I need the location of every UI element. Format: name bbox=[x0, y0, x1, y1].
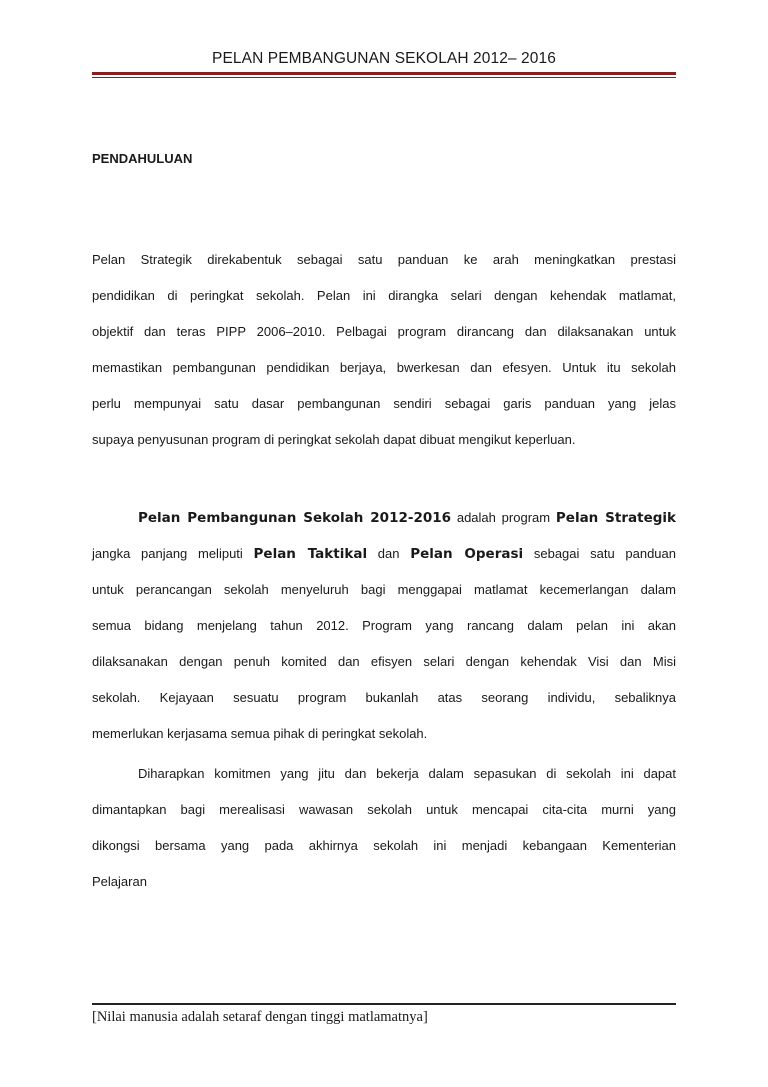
paragraph-line: sekolah. Kejayaan sesuatu program bukanlah atas seorang individu, sebaliknya bbox=[92, 690, 676, 705]
header-rule bbox=[92, 72, 676, 75]
paragraph-1 bbox=[92, 252, 676, 468]
paragraph-line: memerlukan kerjasama semua pihak di peringkat sekolah. bbox=[92, 726, 428, 741]
paragraph-line: memastikan pembangunan pendidikan berjaya, bwerkesan dan efesyen. Untuk itu sekolah bbox=[92, 360, 676, 375]
text-span: jangka panjang meliputi bbox=[92, 546, 254, 561]
page-footer: [Nilai manusia adalah setaraf dengan tinggi matlamatnya] bbox=[92, 1009, 428, 1025]
paragraph-line: perlu mempunyai satu dasar pembangunan sendiri sebagai garis panduan yang jelas bbox=[92, 396, 676, 411]
text-span: dan bbox=[367, 546, 411, 561]
header-rule-thin bbox=[92, 77, 676, 78]
text-span: adalah program bbox=[451, 510, 556, 525]
paragraph-line: dikongsi bersama yang pada akhirnya sekolah ini menjadi kebangaan Kementerian bbox=[92, 838, 676, 853]
text-span: sebagai satu panduan bbox=[523, 546, 677, 561]
paragraph-line: Pelan Strategik direkabentuk sebagai satu panduan ke arah meningkatkan prestasi bbox=[92, 252, 676, 267]
paragraph-line: semua bidang menjelang tahun 2012. Program yang rancang dalam pelan ini akan bbox=[92, 618, 676, 633]
paragraph-line: Diharapkan komitmen yang jitu dan bekerja dalam sepasukan di sekolah ini dapat bbox=[138, 766, 676, 781]
page-header-title: PELAN PEMBANGUNAN SEKOLAH 2012– 2016 bbox=[212, 50, 556, 67]
paragraph-line: objektif dan teras PIPP 2006–2010. Pelbagai program dirancang dan dilaksanakan untuk bbox=[92, 324, 676, 339]
section-heading: PENDAHULUAN bbox=[92, 151, 193, 166]
bold-text: Pelan Taktikal bbox=[253, 546, 368, 562]
paragraph-line: Pelajaran bbox=[92, 874, 147, 889]
paragraph-line: supaya penyusunan program di peringkat sekolah dapat dibuat mengikut keperluan. bbox=[92, 432, 576, 447]
bold-text: Pelan Operasi bbox=[410, 546, 524, 562]
paragraph-line: dimantapkan bagi merealisasi wawasan sekolah untuk mencapai cita-cita murni yang bbox=[92, 802, 676, 817]
paragraph-line bbox=[92, 510, 676, 546]
paragraph-2 bbox=[92, 510, 676, 762]
paragraph-3 bbox=[92, 766, 676, 910]
paragraph-line: dilaksanakan dengan penuh komited dan efisyen selari dengan kehendak Visi dan Misi bbox=[92, 654, 676, 669]
bold-text: Pelan Strategik bbox=[555, 510, 676, 526]
bold-text: Pelan Pembangunan Sekolah 2012-2016 bbox=[138, 510, 452, 526]
footer-rule bbox=[92, 1003, 676, 1005]
paragraph-line: untuk perancangan sekolah menyeluruh bagi menggapai matlamat kecemerlangan dalam bbox=[92, 582, 676, 597]
paragraph-line bbox=[92, 546, 676, 582]
paragraph-line: pendidikan di peringkat sekolah. Pelan ini dirangka selari dengan kehendak matlamat, bbox=[92, 288, 676, 303]
